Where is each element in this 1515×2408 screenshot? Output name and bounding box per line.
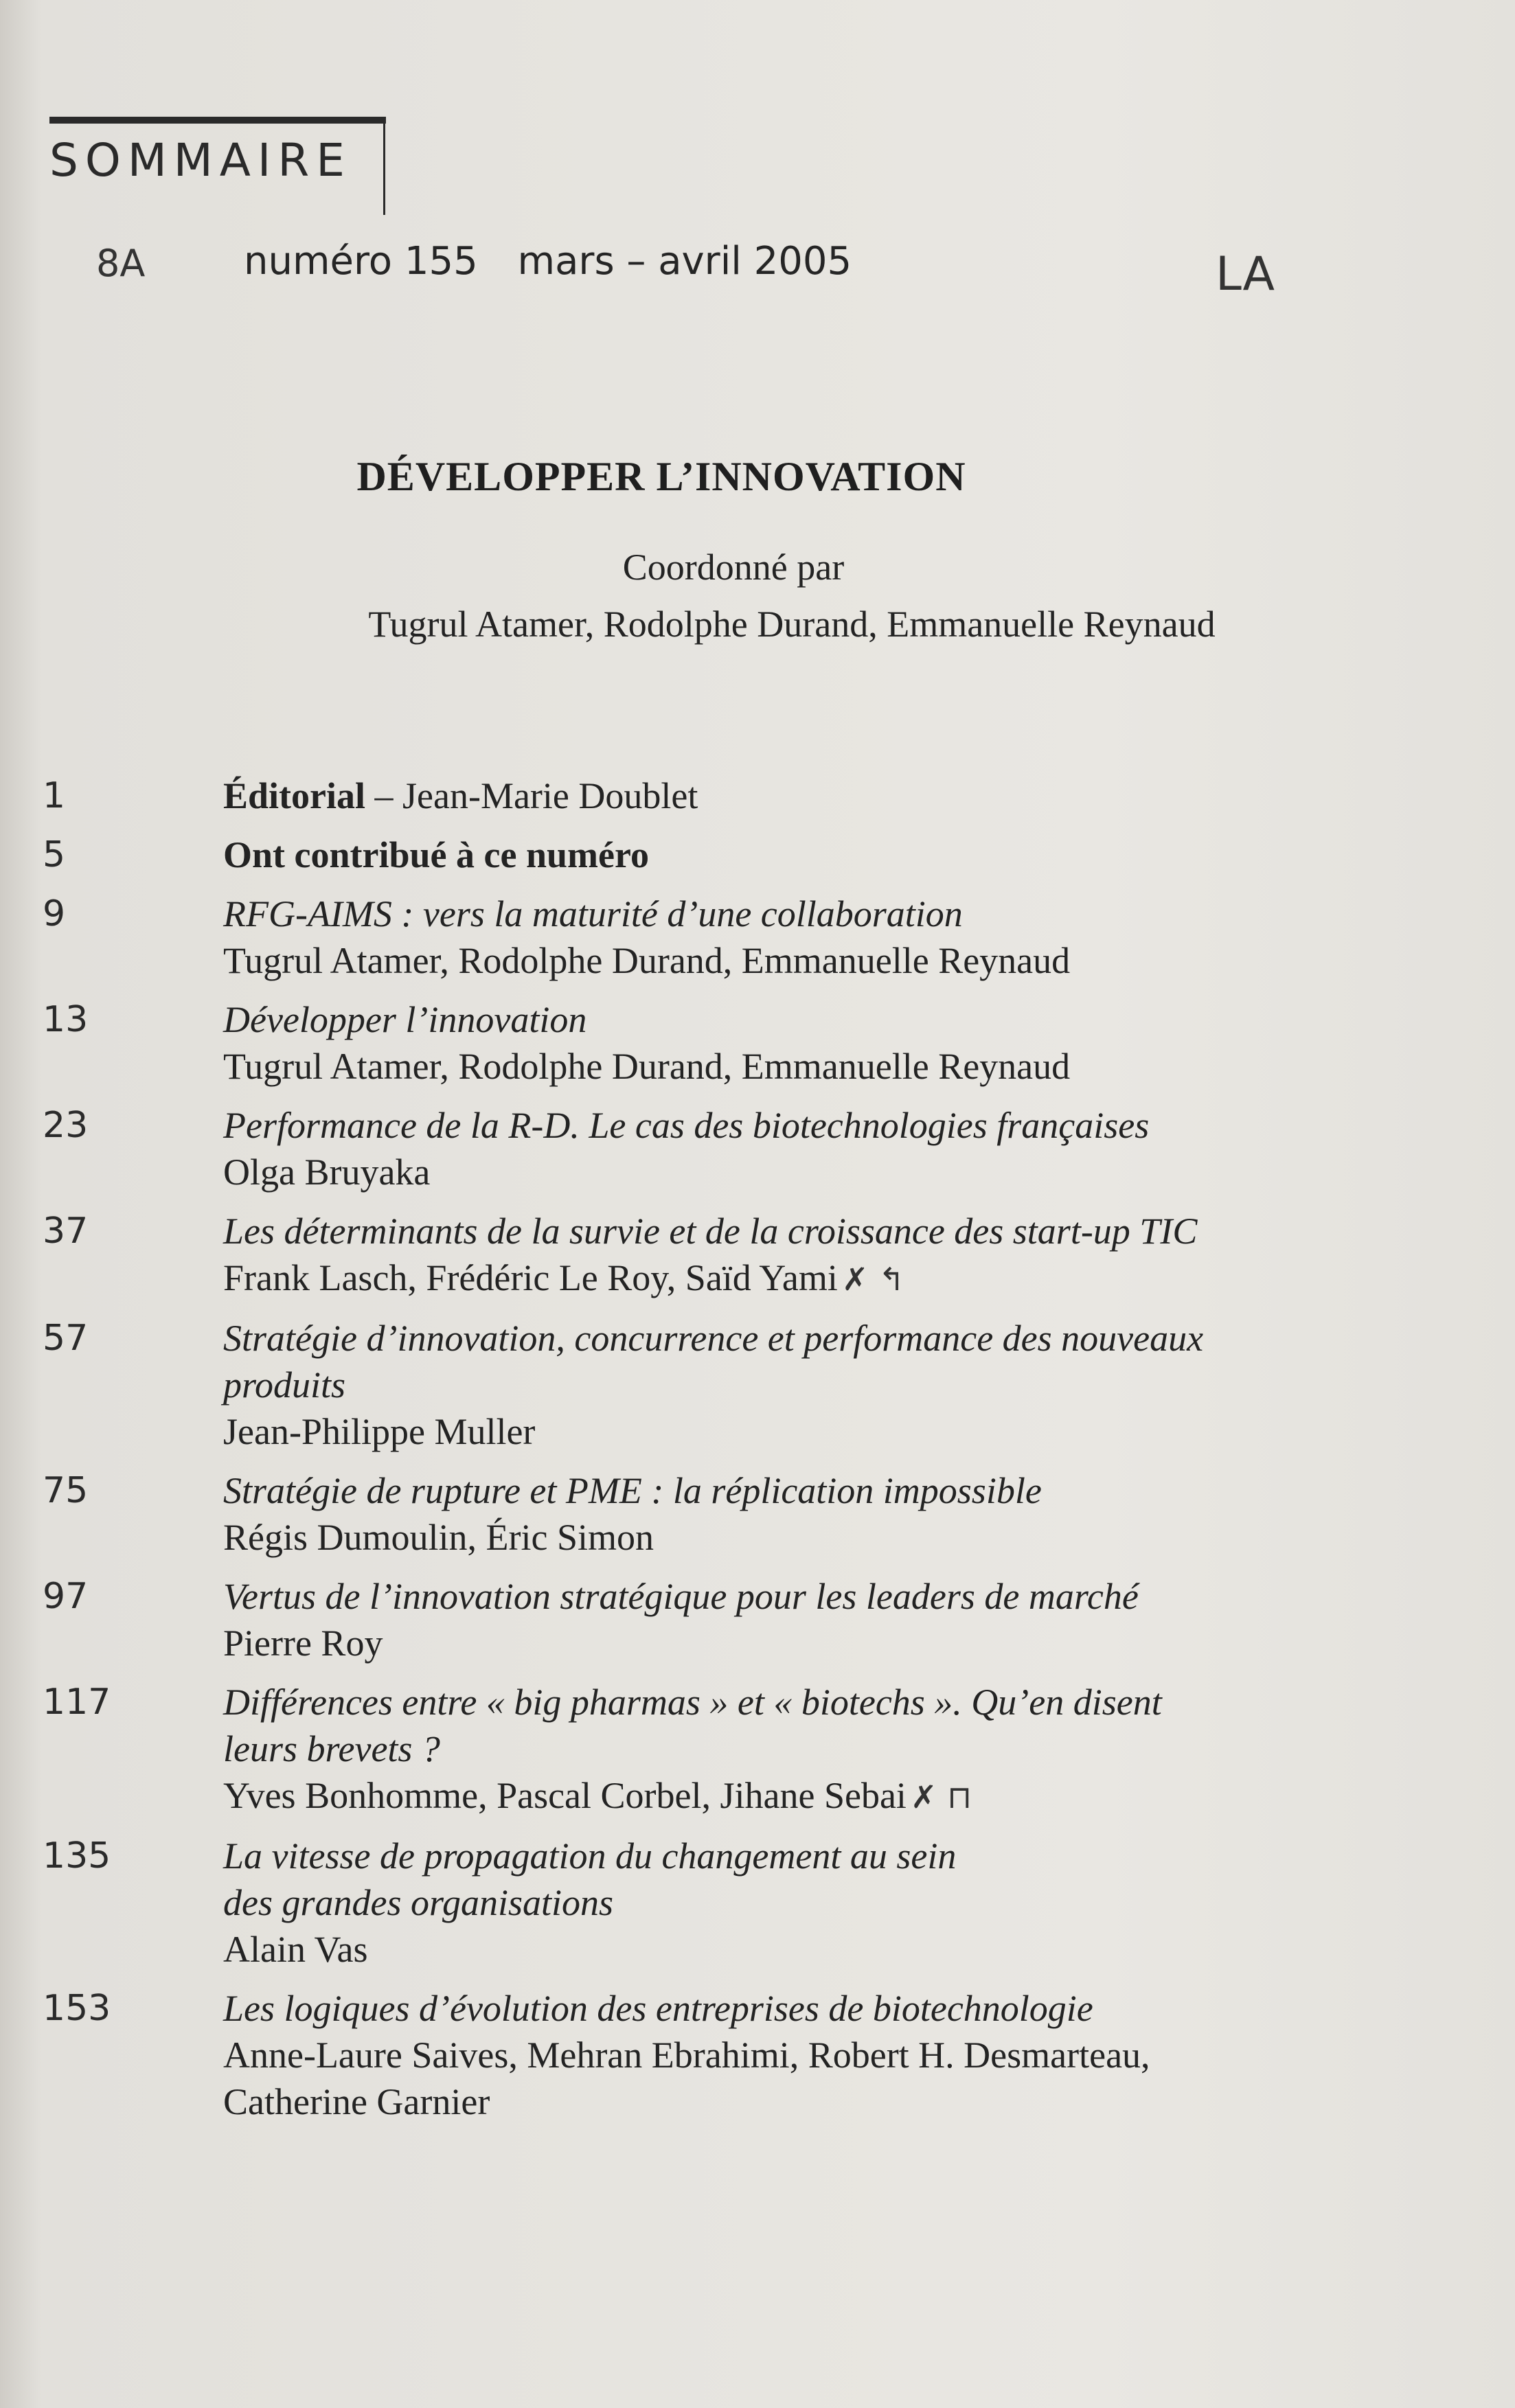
toc-title: Différences entre « big pharmas » et « biotechs ». Qu’en disent bbox=[223, 1682, 1162, 1723]
toc-title: Les déterminants de la survie et de la croissance des start-up TIC bbox=[223, 1211, 1198, 1252]
handwritten-note-right: LA bbox=[1216, 247, 1275, 301]
toc-entry-body bbox=[223, 1208, 1363, 1303]
toc-entry-body bbox=[223, 996, 1363, 1090]
toc-entry-body bbox=[223, 891, 1363, 984]
toc-page-number: 9 bbox=[43, 893, 66, 934]
toc-entry bbox=[0, 1573, 1515, 1666]
toc-title-line bbox=[223, 772, 1363, 819]
toc-entry bbox=[0, 1102, 1515, 1195]
toc-author-text: Alain Vas bbox=[223, 1929, 368, 1970]
toc-author-text: Régis Dumoulin, Éric Simon bbox=[223, 1517, 654, 1558]
coordinated-by-label: Coordonné par bbox=[622, 547, 845, 588]
toc-page-number: 13 bbox=[43, 999, 89, 1040]
toc-title: Développer l’innovation bbox=[223, 999, 587, 1040]
toc-entry bbox=[0, 1315, 1515, 1455]
toc-author-text: Tugrul Atamer, Rodolphe Durand, Emmanuelle Reynaud bbox=[223, 940, 1071, 981]
toc-author bbox=[223, 1043, 1363, 1090]
toc-title: Stratégie d’innovation, concurrence et performance des nouveaux bbox=[223, 1318, 1204, 1359]
toc-entry bbox=[0, 1208, 1515, 1303]
toc-entry-body bbox=[223, 1833, 1363, 1973]
table-of-contents bbox=[0, 772, 1515, 2137]
toc-entry bbox=[0, 891, 1515, 984]
toc-page-number: 135 bbox=[43, 1835, 111, 1877]
toc-entry bbox=[0, 1833, 1515, 1973]
section-label: SOMMAIRE bbox=[49, 134, 352, 187]
toc-author-text: Anne-Laure Saives, Mehran Ebrahimi, Robert H. Desmarteau, bbox=[223, 2034, 1150, 2076]
toc-entry bbox=[0, 1679, 1515, 1820]
toc-author bbox=[223, 1772, 1363, 1820]
issue-number: numéro 155 bbox=[244, 239, 478, 284]
toc-page-number: 117 bbox=[43, 1682, 111, 1723]
toc-author-text: Catherine Garnier bbox=[223, 2081, 490, 2122]
toc-entry-body bbox=[223, 1679, 1363, 1820]
toc-author-text: Olga Bruyaka bbox=[223, 1151, 431, 1193]
toc-title: Stratégie de rupture et PME : la réplication impossible bbox=[223, 1470, 1042, 1511]
toc-entry bbox=[0, 832, 1515, 878]
toc-entry bbox=[0, 1985, 1515, 2125]
toc-author-text: Jean-Philippe Muller bbox=[223, 1411, 536, 1452]
toc-author-text: Pierre Roy bbox=[223, 1622, 383, 1664]
toc-entry-body bbox=[223, 772, 1363, 819]
toc-author bbox=[223, 1254, 1363, 1303]
issue-date: mars – avril 2005 bbox=[517, 239, 852, 284]
handwritten-mark: ✗ ⊓ bbox=[910, 1778, 972, 1815]
toc-page-number: 57 bbox=[43, 1318, 89, 1359]
toc-title-line bbox=[223, 832, 1363, 878]
toc-entry-body bbox=[223, 1315, 1363, 1455]
toc-page-number: 153 bbox=[43, 1988, 111, 2029]
toc-entry-body bbox=[223, 832, 1363, 878]
toc-title: leurs brevets ? bbox=[223, 1728, 440, 1769]
toc-page-number: 5 bbox=[43, 834, 66, 875]
header-vertical-rule bbox=[383, 122, 385, 215]
toc-author-text: Tugrul Atamer, Rodolphe Durand, Emmanuelle Reynaud bbox=[223, 1046, 1071, 1087]
toc-entry-body bbox=[223, 1985, 1363, 2125]
toc-author bbox=[223, 2032, 1363, 2078]
toc-title: des grandes organisations bbox=[223, 1882, 614, 1923]
toc-entry bbox=[0, 996, 1515, 1090]
toc-entry-body bbox=[223, 1102, 1363, 1195]
toc-author bbox=[223, 1408, 1363, 1455]
toc-author bbox=[223, 1620, 1363, 1666]
toc-title: Ont contribué à ce numéro bbox=[223, 834, 649, 875]
toc-author bbox=[223, 1926, 1363, 1973]
issue-line bbox=[244, 239, 879, 284]
toc-author bbox=[223, 2078, 1363, 2125]
toc-entry bbox=[0, 772, 1515, 819]
toc-title: La vitesse de propagation du changement au sein bbox=[223, 1835, 957, 1877]
toc-title: Vertus de l’innovation stratégique pour les leaders de marché bbox=[223, 1576, 1139, 1617]
handwritten-mark: ✗ ↰ bbox=[841, 1261, 905, 1298]
theme-title: DÉVELOPPER L’INNOVATION bbox=[356, 454, 966, 499]
toc-title: Éditorial bbox=[223, 775, 366, 816]
toc-author bbox=[223, 937, 1363, 984]
toc-entry-body bbox=[223, 1573, 1363, 1666]
toc-page-number: 37 bbox=[43, 1211, 89, 1252]
coordinator-names: Tugrul Atamer, Rodolphe Durand, Emmanuelle Reynaud bbox=[368, 604, 1216, 645]
toc-title: produits bbox=[223, 1364, 346, 1406]
toc-title: Les logiques d’évolution des entreprises de biotechnologie bbox=[223, 1988, 1093, 2029]
toc-author-text: Frank Lasch, Frédéric Le Roy, Saïd Yami bbox=[223, 1257, 838, 1298]
header-rule bbox=[49, 117, 386, 124]
toc-title: RFG-AIMS : vers la maturité d’une collaboration bbox=[223, 893, 963, 934]
toc-page-number: 97 bbox=[43, 1576, 89, 1617]
toc-author bbox=[223, 1149, 1363, 1195]
toc-page-number: 1 bbox=[43, 775, 66, 816]
toc-page-number: 23 bbox=[43, 1105, 89, 1146]
toc-author-text: Yves Bonhomme, Pascal Corbel, Jihane Sebai bbox=[223, 1775, 907, 1816]
handwritten-note-left: 8A bbox=[96, 242, 146, 285]
toc-entry bbox=[0, 1467, 1515, 1561]
toc-entry-body bbox=[223, 1467, 1363, 1561]
toc-title: Performance de la R-D. Le cas des biotechnologies françaises bbox=[223, 1105, 1150, 1146]
toc-author bbox=[223, 1514, 1363, 1561]
toc-page-number: 75 bbox=[43, 1470, 89, 1511]
toc-author: – Jean-Marie Doublet bbox=[365, 775, 698, 816]
